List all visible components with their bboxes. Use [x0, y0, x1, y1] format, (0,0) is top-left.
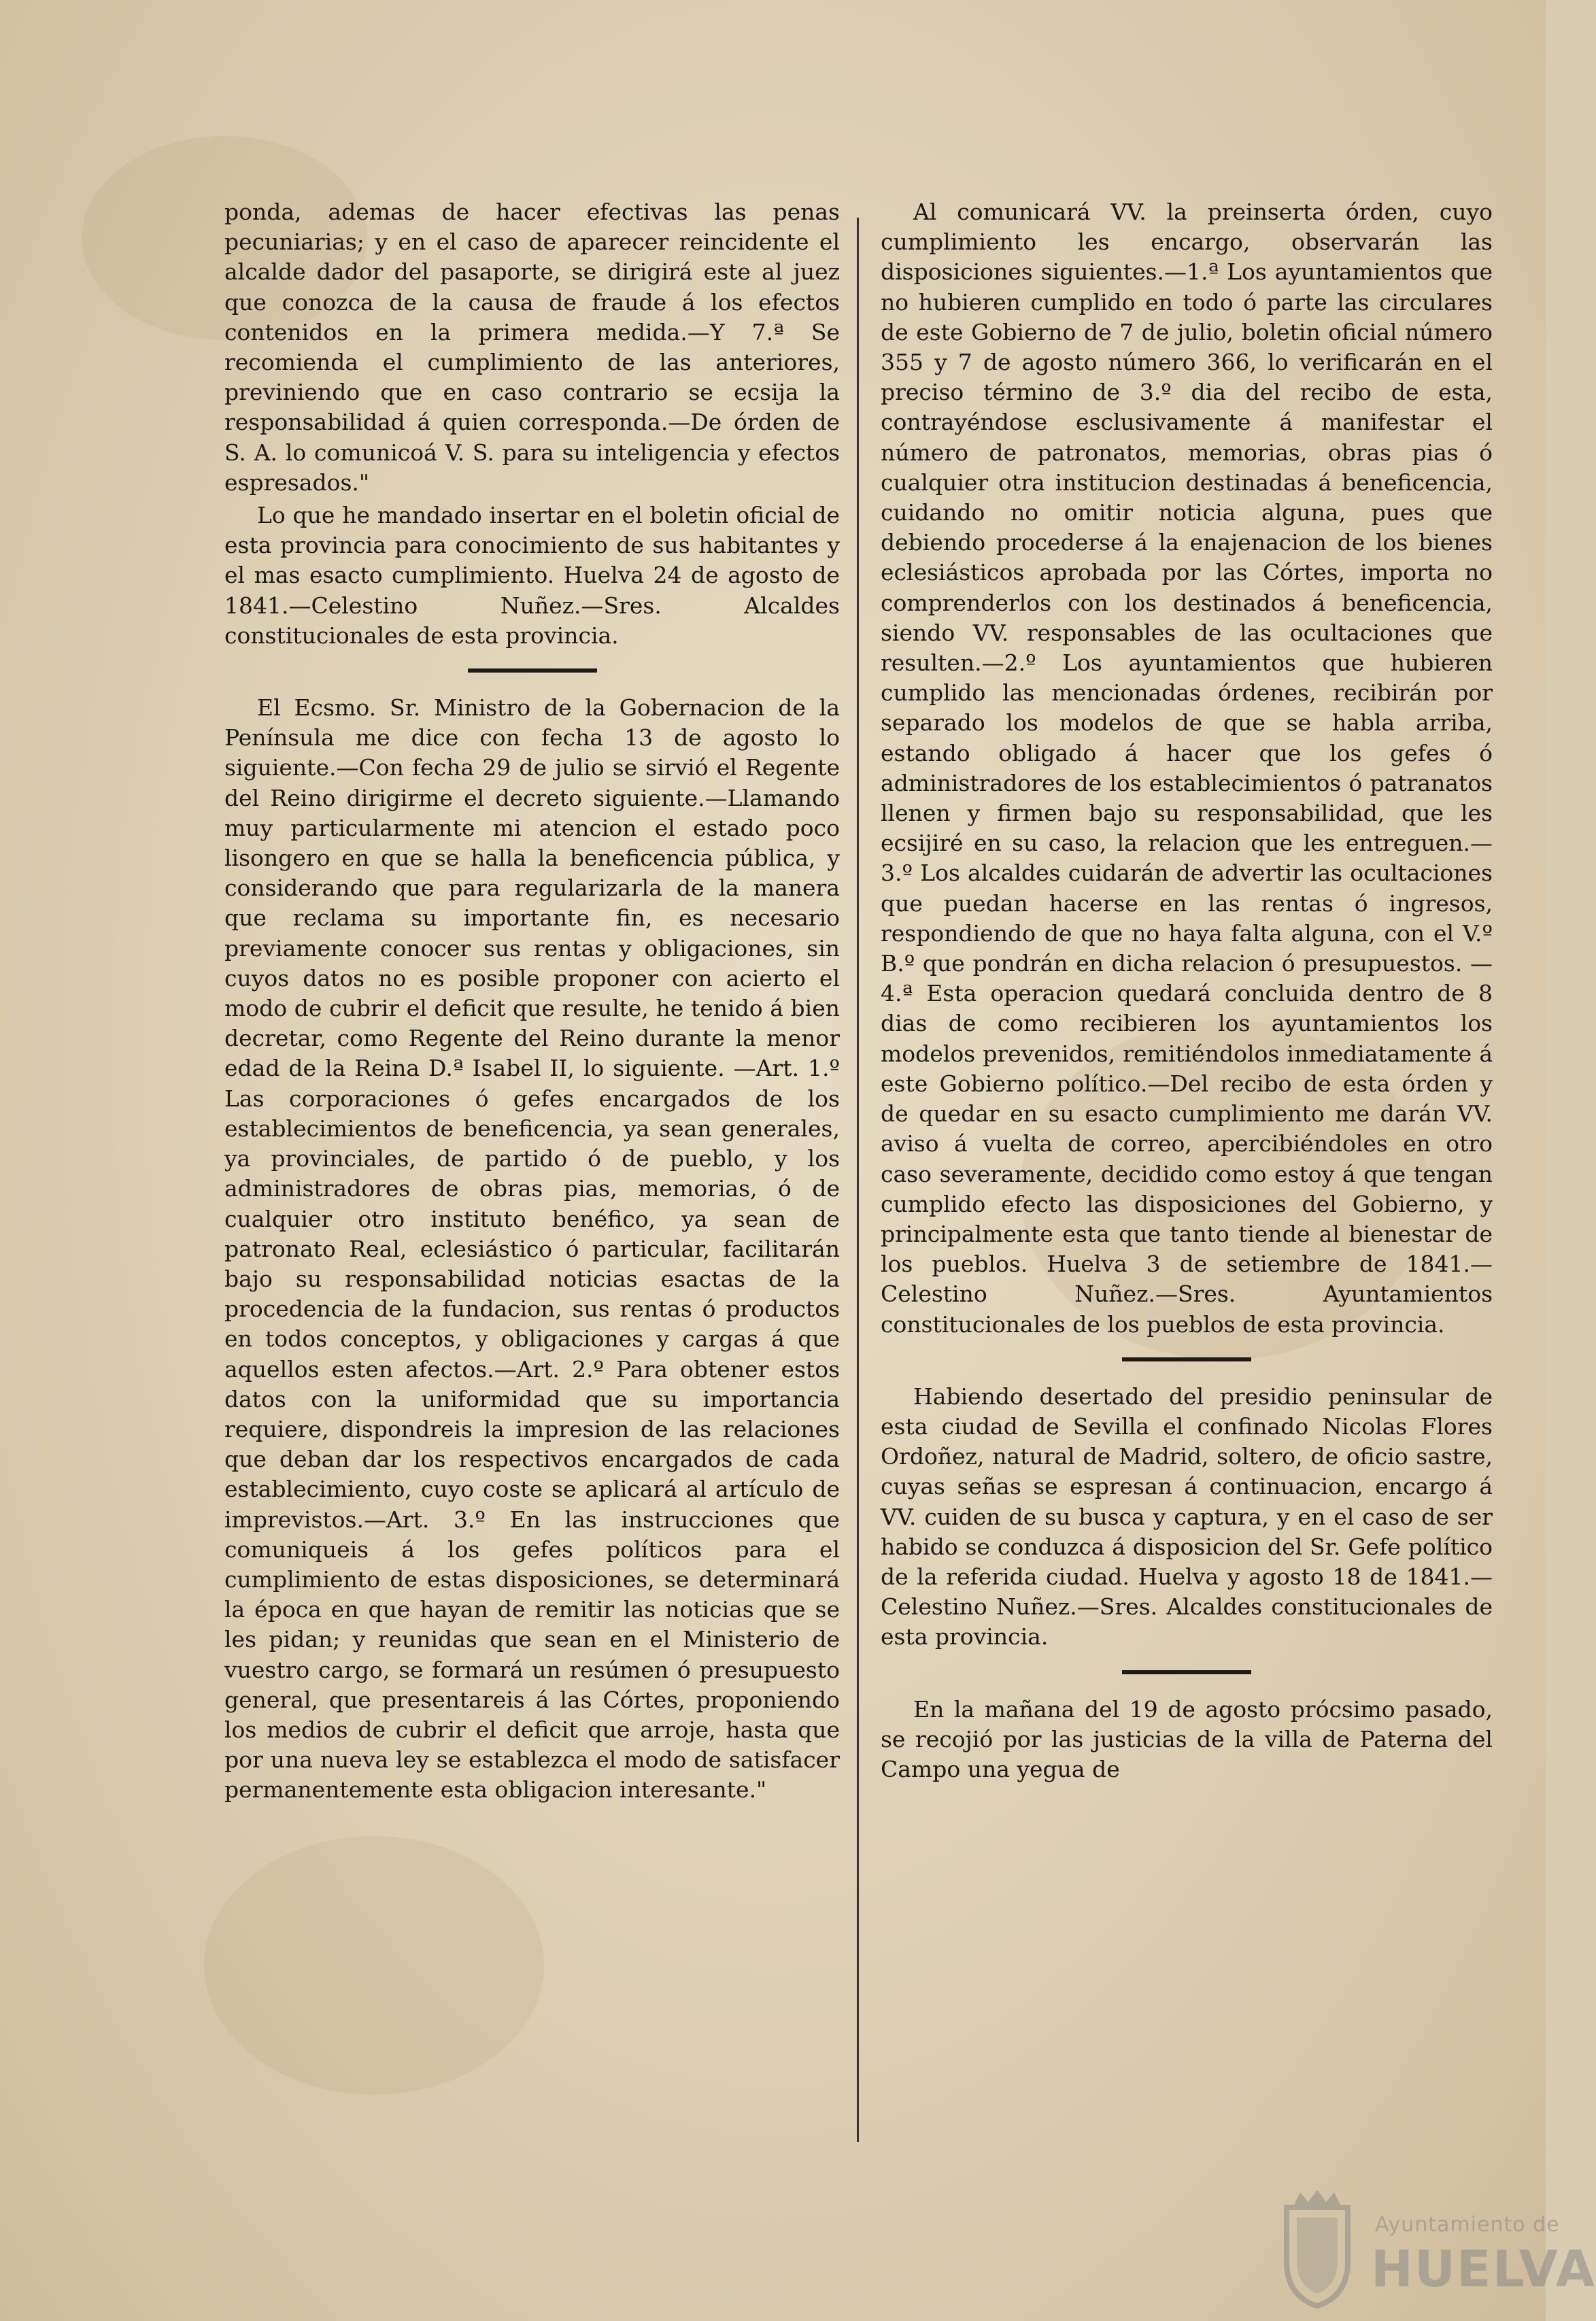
left-paragraph-3: El Ecsmo. Sr. Ministro de la Gobernacion de la Península me dice con fecha 13 de agosto lo siguiente.—Con fecha 29 de julio se sirvió el Regente del Reino dirigirme el decreto siguiente.—Llamando muy particularmente mi atencion el estado poco lisongero en que se halla la beneficencia pública, y considerando que para regularizarla de la manera que reclama su importante fin, es necesario previamente conocer sus rentas y obligaciones, sin cuyos datos no es posible proponer con acierto el modo de cubrir el deficit que resulte, he tenido á bien decretar, como Regente del Reino durante la menor edad de la Reina D.ª Isabel II, lo siguiente. —Art. 1.º Las corporaciones ó gefes encargados de los establecimientos de beneficencia, ya sean generales, ya provinciales, de partido ó de pueblo, y los administradores de obras pias, memorias, ó de cualquier otro instituto benéfico, ya sean de patronato Real, eclesiástico ó particular, facilitarán bajo su responsabilidad noticias esactas de la procedencia de la fundacion, sus rentas ó productos en todos conceptos, y obligaciones y cargas á que aquellos esten afectos.—Art. 2.º Para obtener estos datos con la uniformidad que su importancia requiere, dispondreis la impresion de las relaciones que deban dar los respectivos encargados de cada establecimiento, cuyo coste se aplicará al artículo de imprevistos.—Art. 3.º En las instrucciones que comuniqueis á los gefes políticos para el cumplimiento de estas disposiciones, se determinará la época en que hayan de remitir las noticias que se les pidan; y reunidas que sean en el Ministerio de vuestro cargo, se formará un resúmen ó presupuesto general, que presentareis á las Córtes, proponiendo los medios de cubrir el deficit que arroje, hasta que por una nueva ley se establezca el modo de satisfacer permanentemente esta obligacion interesante." — [224, 694, 840, 1803]
right-column — [881, 197, 1493, 1784]
right-paragraph-1: Al comunicará VV. la preinserta órden, cuyo cumplimiento les encargo, observarán las disposiciones siguientes.—1.ª Los ayuntamientos que no hubieren cumplido en todo ó parte las circulares de este Gobierno de 7 de julio, boletin oficial número 355 y 7 de agosto número 366, lo verificarán en el preciso término de 3.º dia del recibo de esta, contrayéndose esclusivamente á manifestar el número de patronatos, memorias, obras pias ó cualquier otra institucion destinadas á beneficencia, cuidando no omitir noticia alguna, pues que debiendo procederse á la enajenacion de los bienes eclesiásticos aprobada por las Córtes, importa no comprenderlos con los destinados á beneficencia, siendo VV. responsables de las ocultaciones que resulten.—2.º Los ayuntamientos que hubieren cumplido las mencionadas órdenes, recibirán por separado los modelos de que se habla arriba, estando obligado á hacer que los gefes ó administradores de los establecimientos ó patranatos llenen y firmen bajo su responsabilidad, que les ecsijiré en su caso, la relacion que les entreguen.—3.º Los alcaldes cuidarán de advertir las ocultaciones que puedan hacerse en las rentas ó ingresos, respondiendo de que no haya falta alguna, con el V.º B.º que pondrán en dicha relacion ó presupuestos. —4.ª Esta operacion quedará concluida dentro de 8 dias de como recibieren los ayuntamientos los modelos prevenidos, remitiéndolos inmediatamente á este Gobierno político.—Del recibo de esta órden y de quedar en su esacto cumplimiento me darán VV. aviso á vuelta de correo, apercibiéndoles en otro caso severamente, decidido como estoy á que tengan cumplido efecto las disposiciones del Gobierno, y principalmente esta que tanto tiende al bienestar de los pueblos. Huelva 3 de setiembre de 1841.—Celestino Nuñez.—Sres. Ayuntamientos constitucionales de los pueblos de esta provincia. — [881, 199, 1493, 1338]
section-divider — [1122, 1357, 1251, 1361]
section-divider — [468, 668, 597, 673]
right-paragraph-2: Habiendo desertado del presidio peninsular de esta ciudad de Sevilla el confinado Nicolas Flores Ordoñez, natural de Madrid, soltero, de oficio sastre, cuyas señas se espresan á continuacion, encargo á VV. cuiden de su busca y captura, y en el caso de ser habido se conduzca á disposicion del Sr. Gefe político de la referida ciudad. Huelva y agosto 18 de 1841.—Celestino Nuñez.—Sres. Alcaldes constitucionales de esta provincia. — [881, 1383, 1493, 1650]
left-paragraph-1: ponda, ademas de hacer efectivas las penas pecuniarias; y en el caso de aparecer reincidente el alcalde dador del pasaporte, se dirigirá este al juez que conozca de la causa de fraude á los efectos contenidos en la primera medida.—Y 7.ª Se recomienda el cumplimiento de las anteriores, previniendo que en caso contrario se ecsija la responsabilidad á quien corresponda.—De órden de S. A. lo comunicoá V. S. para su inteligencia y efectos espresados." — [224, 199, 840, 496]
archive-watermark — [1266, 2187, 1596, 2309]
column-rule — [857, 218, 859, 2142]
coat-of-arms-icon — [1266, 2187, 1368, 2309]
paper-stain — [204, 1836, 544, 2095]
watermark-city: HUELVA — [1371, 2240, 1596, 2299]
left-paragraph-2: Lo que he mandado insertar en el boletin oficial de esta provincia para conocimiento de sus habitantes y el mas esacto cumplimiento. Huelva 24 de agosto de 1841.—Celestino Nuñez.—Sres. Alcaldes constitucionales de esta provincia. — [224, 502, 840, 649]
right-paragraph-3: En la mañana del 19 de agosto prócsimo pasado, se recojió por las justicias de la villa de Paterna del Campo una yegua de — [881, 1695, 1493, 1782]
left-column — [224, 197, 840, 1806]
watermark-label: Ayuntamiento de — [1375, 2213, 1560, 2237]
section-divider — [1122, 1670, 1251, 1674]
